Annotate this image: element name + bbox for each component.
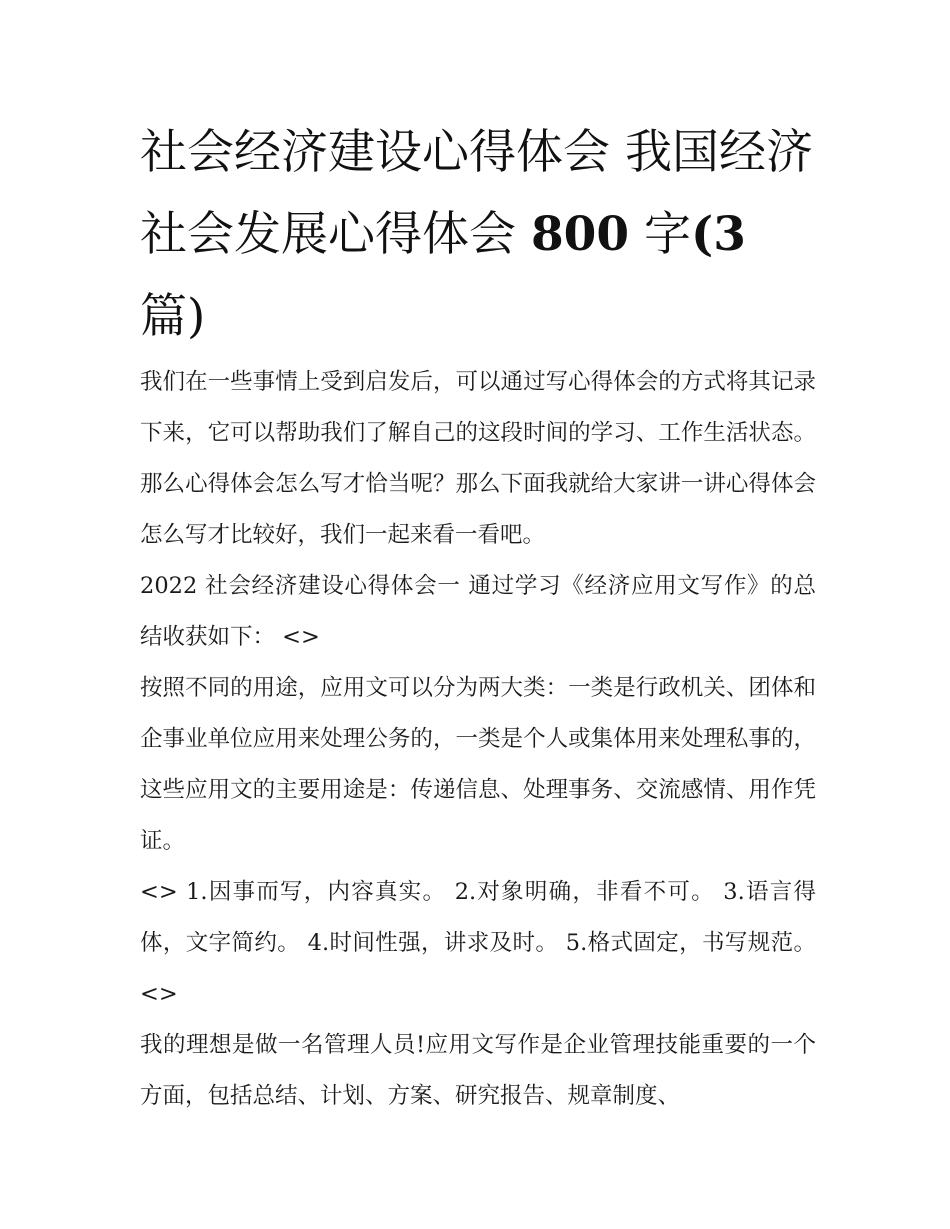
document-title [140,112,820,358]
paragraph-ideal: 我的理想是做一名管理人员!应用文写作是企业管理技能重要的一个方面，包括总结、计划、方案、研究报告、规章制度、 [140,1032,816,1109]
document-body [140,357,816,1122]
paragraph-summary-heading: 2022 社会经济建设心得体会一 通过学习《经济应用文写作》的总结收获如下： <> [140,573,816,650]
paragraph-features: <> 1.因事而写，内容真实。 2.对象明确，非看不可。 3.语言得体，文字简约。 4.时间性强，讲求及时。 5.格式固定，书写规范。 <> [140,879,816,1007]
paragraph-categories: 按照不同的用途，应用文可以分为两大类：一类是行政机关、团体和企事业单位应用来处理公务的，一类是个人或集体用来处理私事的，这些应用文的主要用途是：传递信息、处理事务、交流感情、用作凭证。 [140,675,816,854]
paragraph-intro: 我们在一些事情上受到启发后，可以通过写心得体会的方式将其记录下来，它可以帮助我们了解自己的这段时间的学习、工作生活状态。那么心得体会怎么写才恰当呢？那么下面我就给大家讲一讲心得体会怎么写才比较好，我们一起来看一看吧。 [140,369,816,548]
title-text: 社会经济建设心得体会 我国经济社会发展心得体会 [140,125,813,262]
title-count: (3 [691,207,746,262]
title-number: 800 [530,207,630,262]
title-suffix: 篇) [140,289,206,344]
title-unit: 字 [644,207,692,262]
